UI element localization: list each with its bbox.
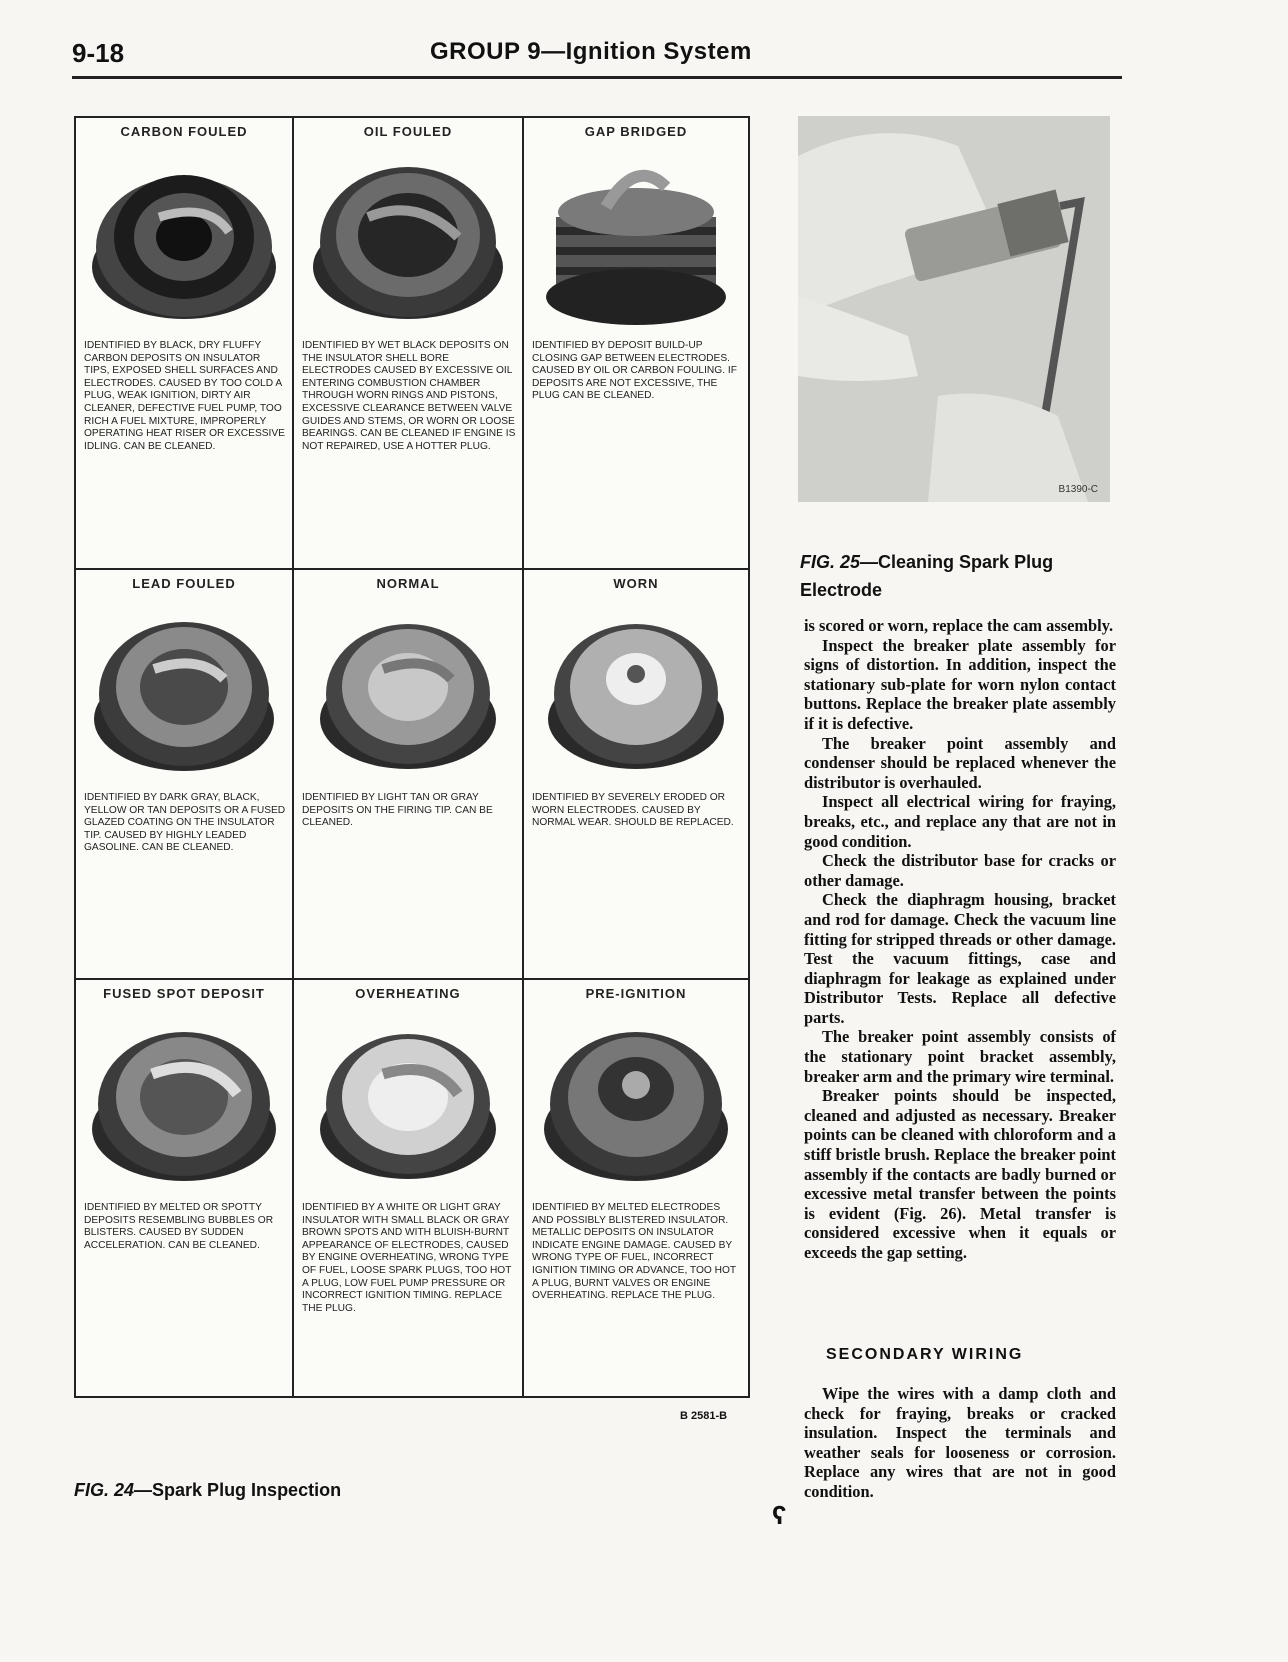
plug-cell-description: IDENTIFIED BY SEVERELY ERODED OR WORN ELECTRODES. CAUSED BY NORMAL WEAR. SHOULD BE REPLACED. [532, 792, 734, 829]
spark-plug-photo [89, 599, 279, 779]
plug-cell-description: IDENTIFIED BY BLACK, DRY FLUFFY CARBON DEPOSITS ON INSULATOR TIPS, EXPOSED SHELL SURFACES AND ELECTRODES. CAUSED BY TOO COLD A PLUG, WEAK IGNITION, DIRTY AIR CLEANER, DEFECTIVE FUEL PUMP, TOO RICH A FUEL MIXTURE, IMPROPERLY OPERATING HEAT RISER OR EXCESSIVE IDLING. CAN BE CLEANED. [84, 340, 285, 452]
figure-caption [800, 548, 1120, 604]
spark-plug-photo [541, 599, 731, 779]
page-number: 9-18 [72, 38, 125, 68]
spark-plug-photo [313, 1009, 503, 1189]
page-header: GROUP 9—Ignition System [430, 38, 752, 65]
spark-plug-photo [89, 147, 279, 327]
plug-cell-description: IDENTIFIED BY WET BLACK DEPOSITS ON THE INSULATOR SHELL BORE ELECTRODES CAUSED BY EXCESSIVE OIL ENTERING COMBUSTION CHAMBER THROUGH WORN RINGS AND PISTONS, EXCESSIVE CLEARANCE BETWEEN VALVE GUIDES AND STEMS, OR WORN OR LOOSE BEARINGS. CAN BE CLEANED IF ENGINE IS NOT REPAIRED, USE A HOTTER PLUG. [302, 340, 516, 452]
body-paragraph: Breaker points should be inspected, cleaned and adjusted as necessary. Breaker points can be cleaned with chloroform and a stiff bristle brush. Replace the breaker point assembly if the contacts are badly burned or excessive metal transfer between the points is evident (Fig. 26). Metal transfer is considered excessive when it equals or exceeds the gap setting. [804, 1086, 1116, 1262]
figure-code: B 2581-B [680, 1410, 728, 1422]
body-paragraph: Check the diaphragm housing, bracket and rod for damage. Check the vacuum line fitting for stripped threads or other damage. Test the vacuum fittings, case and diaphragm for leakage as explained under Distributor Tests. Replace all defective parts. [804, 890, 1116, 1027]
section-text [804, 1384, 1116, 1502]
section-heading: SECONDARY WIRING [826, 1346, 1024, 1363]
plug-cell-title: CARBON FOULED [120, 124, 248, 139]
header-rule [72, 76, 1122, 79]
spark-plug-photo [313, 599, 503, 779]
plug-cell-normal [294, 570, 524, 980]
plug-cell-lead-fouled [76, 570, 294, 980]
spark-plug-photo [87, 1009, 282, 1189]
plug-cell-gap-bridged [524, 118, 748, 570]
page-mark: ʕ [772, 1500, 787, 1530]
spark-plug-inspection-figure [74, 116, 750, 1398]
figure-number: FIG. 24 [74, 1480, 135, 1500]
plug-cell-description: IDENTIFIED BY MELTED ELECTRODES AND POSSIBLY BLISTERED INSULATOR. METALLIC DEPOSITS ON INSULATOR INDICATE ENGINE DAMAGE. CAUSED BY WRONG TYPE OF FUEL, INCORRECT IGNITION TIMING OR ADVANCE, TOO HOT A PLUG, BURNT VALVES OR ENGINE OVERHEATING. REPLACE THE PLUG. [532, 1202, 736, 1302]
plug-cell-worn [524, 570, 748, 980]
hand-holding-plug-illustration [798, 116, 1110, 502]
plug-cell-description: IDENTIFIED BY MELTED OR SPOTTY DEPOSITS RESEMBLING BUBBLES OR BLISTERS. CAUSED BY SUDDEN ACCELERATION. CAN BE CLEANED. [84, 1202, 274, 1251]
body-paragraph: Inspect all electrical wiring for fraying, breaks, etc., and replace any that are not in good condition. [804, 792, 1116, 851]
spark-plug-photo [539, 1009, 734, 1189]
cleaning-spark-plug-photo [798, 116, 1110, 502]
body-paragraph: Wipe the wires with a damp cloth and check for fraying, breaks or cracked insulation. Inspect the terminals and weather seals for looseness or corrosion. Replace any wires that are not in good condition. [804, 1384, 1116, 1501]
plug-cell-overheating [294, 980, 524, 1396]
plug-cell-carbon-fouled [76, 118, 294, 570]
plug-cell-title: OIL FOULED [363, 124, 453, 139]
plug-cell-description: IDENTIFIED BY A WHITE OR LIGHT GRAY INSULATOR WITH SMALL BLACK OR GRAY BROWN SPOTS AND WITH BLUISH-BURNT APPEARANCE OF ELECTRODES, CAUSED BY ENGINE OVERHEATING, WRONG TYPE OF FUEL, LOOSE SPARK PLUGS, TOO HOT A PLUG, LOW FUEL PUMP PRESSURE OR INCORRECT IGNITION TIMING. REPLACE THE PLUG. [302, 1202, 512, 1314]
plug-cell-title: WORN [613, 576, 659, 591]
body-paragraph: Check the distributor base for cracks or other damage. [804, 851, 1116, 890]
plug-cell-title: GAP BRIDGED [584, 124, 688, 139]
plug-cell-oil-fouled [294, 118, 524, 570]
plug-cell-title: LEAD FOULED [132, 576, 236, 591]
body-paragraph: Inspect the breaker plate assembly for signs of distortion. In addition, inspect the stationary sub-plate for worn nylon contact buttons. Replace the breaker plate assembly if it is defective. [804, 635, 1116, 733]
plug-cell-fused-spot-deposit [76, 980, 294, 1396]
figure-caption [74, 1480, 341, 1501]
plug-cell-description: IDENTIFIED BY LIGHT TAN OR GRAY DEPOSITS ON THE FIRING TIP. CAN BE CLEANED. [302, 792, 493, 829]
body-paragraph: is scored or worn, replace the cam assembly. [804, 616, 1114, 635]
spark-plug-photo [308, 147, 508, 327]
plug-cell-pre-ignition [524, 980, 748, 1396]
plug-cell-description: IDENTIFIED BY DARK GRAY, BLACK, YELLOW OR TAN DEPOSITS OR A FUSED GLAZED COATING ON THE INSULATOR TIP. CAUSED BY HIGHLY LEADED GASOLINE. CAN BE CLEANED. [84, 792, 286, 854]
spark-plug-photo [536, 147, 736, 337]
body-paragraph: The breaker point assembly consists of the stationary point bracket assembly, breaker arm and the primary wire terminal. [804, 1027, 1116, 1086]
plug-cell-title: FUSED SPOT DEPOSIT [103, 986, 265, 1001]
body-paragraph: The breaker point assembly and condenser should be replaced whenever the distributor is overhauled. [804, 733, 1116, 792]
body-text-column [804, 616, 1116, 1263]
figure-caption-text: —Spark Plug Inspection [134, 1480, 342, 1500]
plug-cell-title: PRE-IGNITION [585, 986, 687, 1001]
figure-caption-text: —Cleaning Spark Plug Electrode [800, 552, 1054, 600]
plug-cell-title: NORMAL [376, 576, 440, 591]
plug-cell-description: IDENTIFIED BY DEPOSIT BUILD-UP CLOSING GAP BETWEEN ELECTRODES. CAUSED BY OIL OR CARBON FOULING. IF DEPOSITS ARE NOT EXCESSIVE, THE PLUG CAN BE CLEANED. [532, 340, 737, 402]
photo-code: B1390-C [1058, 484, 1098, 495]
plug-cell-title: OVERHEATING [355, 986, 461, 1001]
figure-number: FIG. 25 [800, 552, 861, 572]
